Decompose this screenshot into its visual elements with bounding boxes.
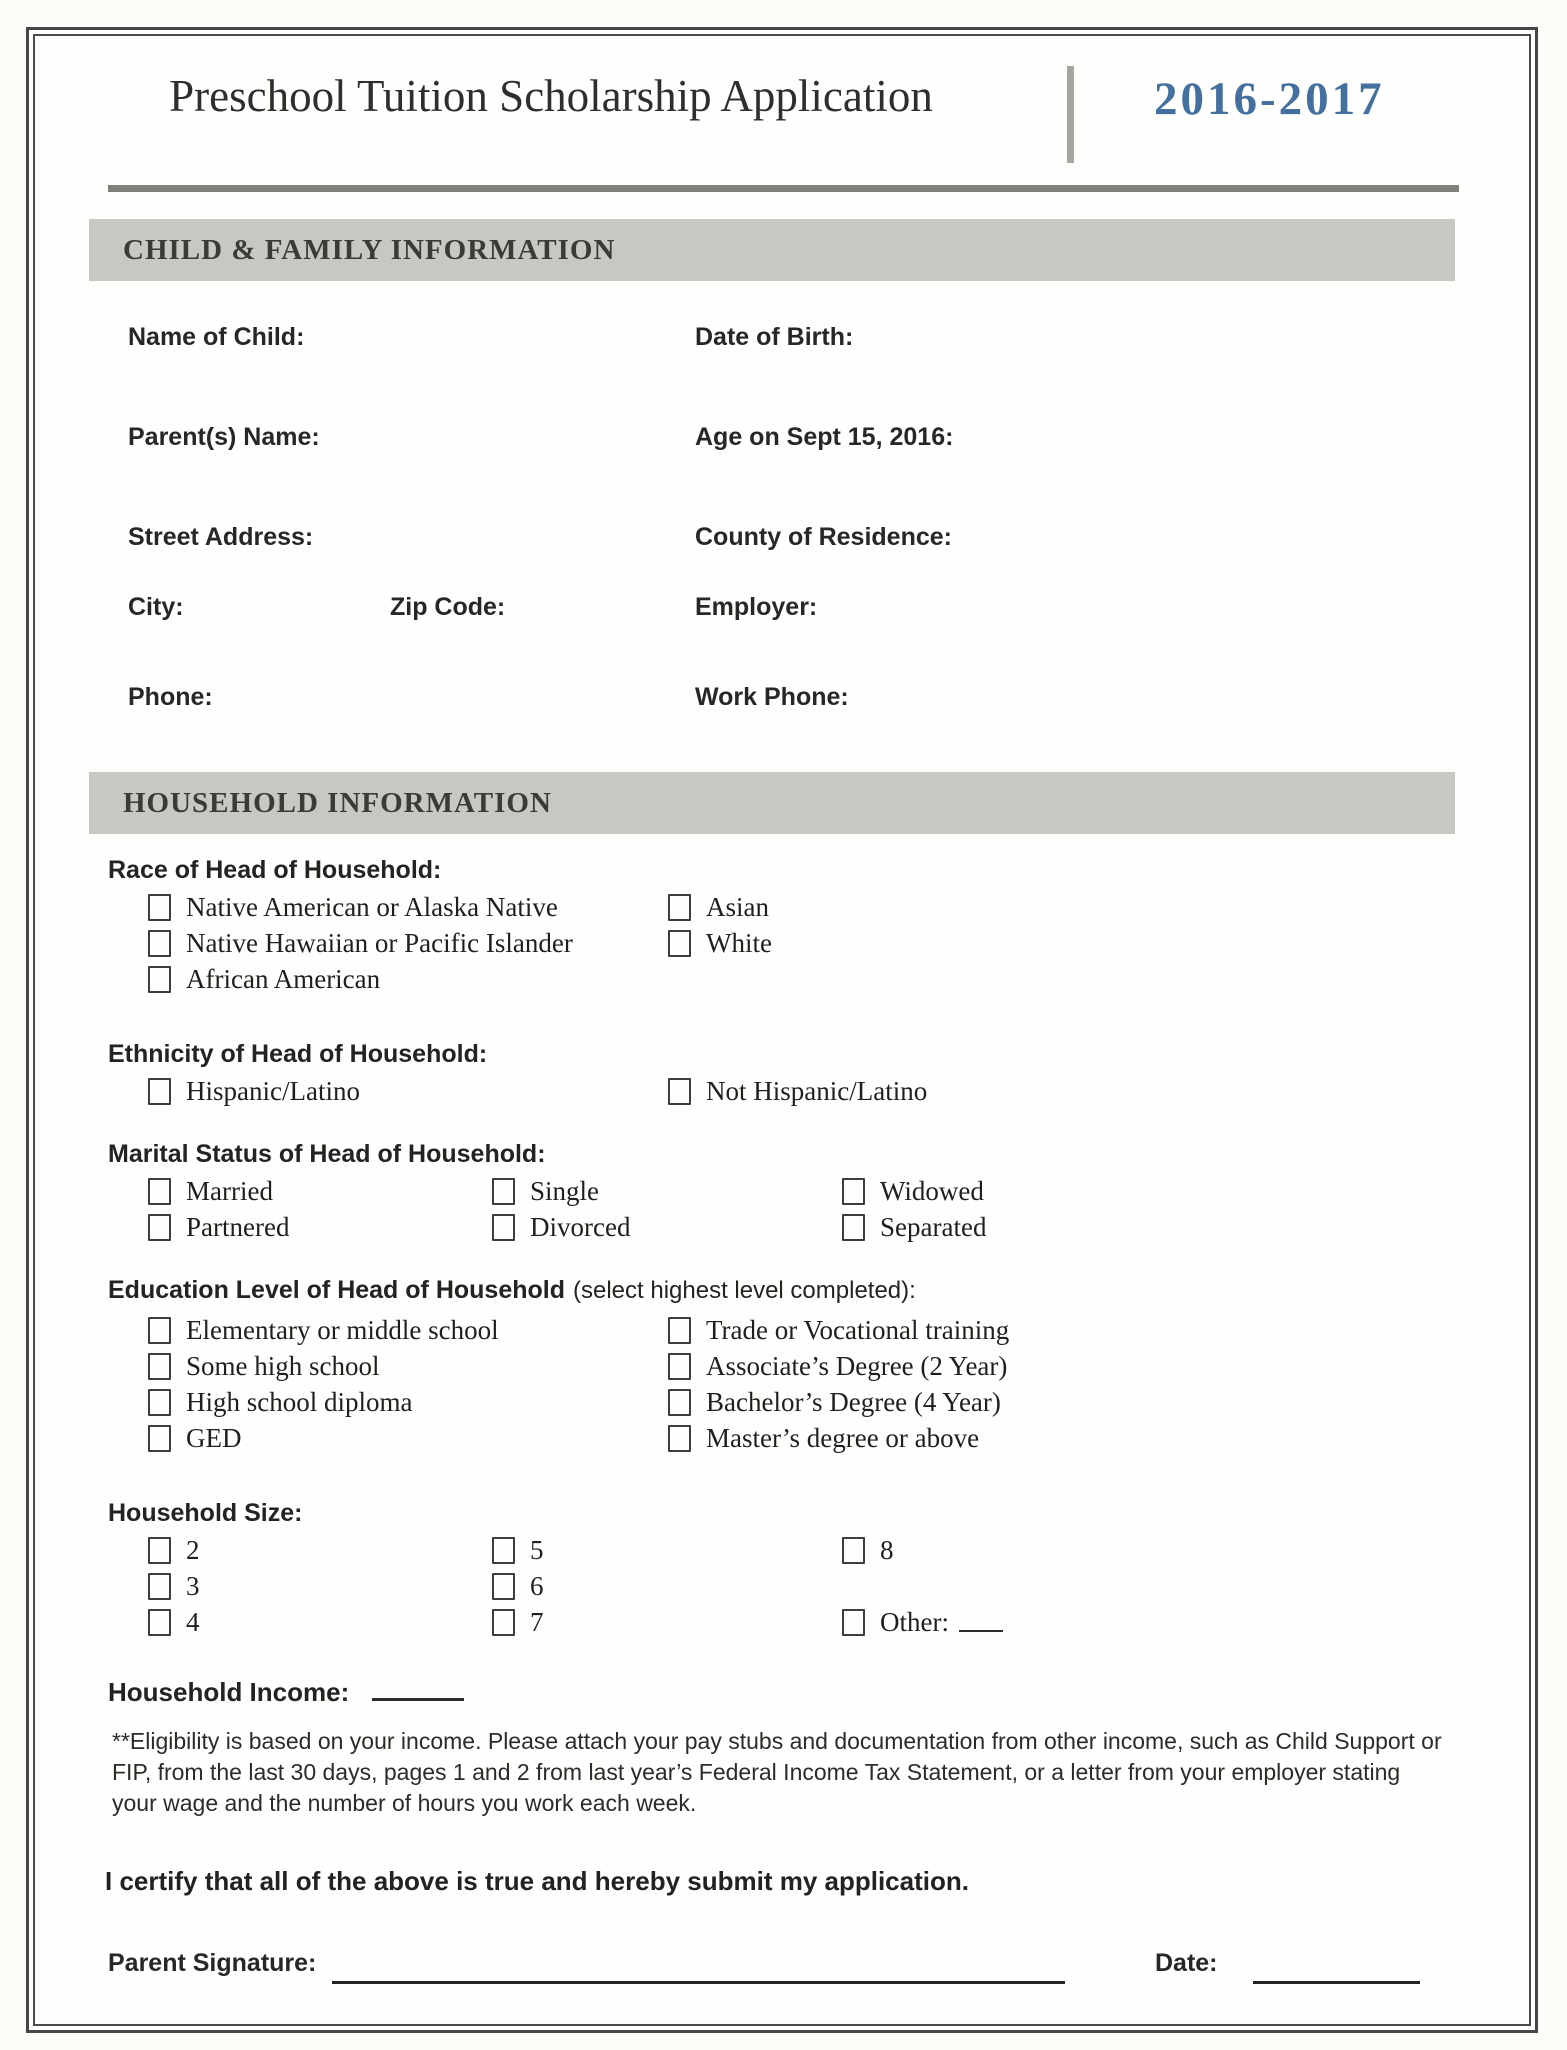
name-of-child-label: Name of Child: xyxy=(128,323,305,351)
checkbox-label: 5 xyxy=(530,1534,544,1565)
size-option-5 xyxy=(492,1532,544,1568)
form-header xyxy=(35,56,1529,163)
education-option-elementary xyxy=(148,1312,499,1348)
checkbox[interactable] xyxy=(668,1353,691,1380)
child-family-fields xyxy=(35,281,1529,772)
date-line[interactable] xyxy=(1253,1949,1420,1984)
checkbox[interactable] xyxy=(148,894,171,921)
checkbox-label: 4 xyxy=(186,1606,200,1637)
checkbox[interactable] xyxy=(148,1537,171,1564)
race-col2 xyxy=(668,889,772,961)
household-size-label: Household Size: xyxy=(108,1499,303,1527)
education-option-hs-diploma xyxy=(148,1384,499,1420)
checkbox[interactable] xyxy=(842,1609,865,1636)
county-of-residence-label: County of Residence: xyxy=(695,523,952,551)
checkbox-label: Not Hispanic/Latino xyxy=(706,1075,928,1106)
ethnicity-option-not-hispanic xyxy=(668,1073,927,1109)
education-options xyxy=(108,1312,1529,1456)
ethnicity-label: Ethnicity of Head of Household: xyxy=(108,1040,488,1068)
ethnicity-options xyxy=(108,1073,1529,1109)
education-option-trade xyxy=(668,1312,1009,1348)
education-label-bold: Education Level of Head of Household xyxy=(108,1276,565,1304)
section-title: CHILD & FAMILY INFORMATION xyxy=(123,233,616,266)
street-address-label: Street Address: xyxy=(128,523,314,551)
size-option-3 xyxy=(148,1568,200,1604)
size-option-8 xyxy=(842,1532,1003,1568)
checkbox[interactable] xyxy=(492,1178,515,1205)
education-col1 xyxy=(148,1312,499,1456)
field-row xyxy=(35,323,1529,357)
checkbox-label: Partnered xyxy=(186,1211,290,1242)
section-bar-child-family xyxy=(89,219,1455,281)
checkbox-label: 8 xyxy=(880,1534,894,1565)
section-bar-household xyxy=(89,772,1455,834)
checkbox[interactable] xyxy=(842,1537,865,1564)
checkbox[interactable] xyxy=(668,894,691,921)
education-option-some-high-school xyxy=(148,1348,499,1384)
marital-option-single xyxy=(492,1173,630,1209)
checkbox-label: Some high school xyxy=(186,1350,380,1381)
marital-option-married xyxy=(148,1173,289,1209)
field-row xyxy=(35,683,1529,717)
race-option-asian xyxy=(668,889,772,925)
work-phone-label: Work Phone: xyxy=(695,683,849,711)
checkbox[interactable] xyxy=(148,966,171,993)
education-col2 xyxy=(668,1312,1009,1456)
checkbox-label: Native Hawaiian or Pacific Islander xyxy=(186,927,573,958)
field-row xyxy=(35,593,1529,627)
marital-col2 xyxy=(492,1173,630,1245)
checkbox-label: Other: xyxy=(880,1606,949,1637)
checkbox-label: Associate’s Degree (2 Year) xyxy=(706,1350,1008,1381)
marital-status-label: Marital Status of Head of Household: xyxy=(108,1140,546,1168)
education-option-masters xyxy=(668,1420,1009,1456)
ethnicity-col1 xyxy=(148,1073,360,1109)
ethnicity-col2 xyxy=(668,1073,927,1109)
size-option-7 xyxy=(492,1604,544,1640)
title-underline-rule xyxy=(108,185,1459,192)
checkbox[interactable] xyxy=(148,1178,171,1205)
field-row xyxy=(35,423,1529,457)
size-option-4 xyxy=(148,1604,200,1640)
checkbox[interactable] xyxy=(148,1609,171,1636)
race-label: Race of Head of Household: xyxy=(108,856,442,884)
certification-statement: I certify that all of the above is true and hereby submit my application. xyxy=(105,1866,969,1896)
page-title: Preschool Tuition Scholarship Application xyxy=(169,71,933,121)
date-label: Date: xyxy=(1155,1949,1218,1977)
race-col1 xyxy=(148,889,573,997)
page-border-inner xyxy=(33,34,1531,2026)
checkbox-label: Native American or Alaska Native xyxy=(186,891,558,922)
checkbox[interactable] xyxy=(148,1214,171,1241)
ethnicity-option-hispanic xyxy=(148,1073,360,1109)
education-option-bachelors xyxy=(668,1384,1009,1420)
checkbox-label: Elementary or middle school xyxy=(186,1314,499,1345)
other-fill-in-line[interactable] xyxy=(959,1612,1003,1632)
checkbox-label: GED xyxy=(186,1422,242,1453)
race-option-african-american xyxy=(148,961,573,997)
checkbox[interactable] xyxy=(668,930,691,957)
checkbox-label: Single xyxy=(530,1175,600,1206)
race-option-native-american xyxy=(148,889,573,925)
checkbox-label: Widowed xyxy=(880,1175,984,1206)
age-on-sept-label: Age on Sept 15, 2016: xyxy=(695,423,954,451)
size-option-6 xyxy=(492,1568,544,1604)
checkbox-label: 7 xyxy=(530,1606,544,1637)
checkbox-label: Divorced xyxy=(530,1211,631,1242)
checkbox[interactable] xyxy=(668,1078,691,1105)
school-year: 2016-2017 xyxy=(1154,73,1385,125)
household-income-label: Household Income: xyxy=(108,1677,350,1707)
marital-option-widowed xyxy=(842,1173,986,1209)
education-option-associates xyxy=(668,1348,1009,1384)
checkbox[interactable] xyxy=(148,1389,171,1416)
marital-col1 xyxy=(148,1173,289,1245)
checkbox-label: Asian xyxy=(706,891,769,922)
checkbox-label: 6 xyxy=(530,1570,544,1601)
checkbox[interactable] xyxy=(492,1214,515,1241)
marital-col3 xyxy=(842,1173,986,1245)
checkbox[interactable] xyxy=(492,1609,515,1636)
header-divider xyxy=(1067,66,1074,163)
checkbox-label: 3 xyxy=(186,1570,200,1601)
marital-status-options xyxy=(108,1173,1529,1245)
phone-label: Phone: xyxy=(128,683,213,711)
race-options xyxy=(108,889,1529,997)
education-label-note: (select highest level completed): xyxy=(572,1277,916,1304)
checkbox-label: Separated xyxy=(880,1211,987,1242)
checkbox-label: African American xyxy=(186,963,381,994)
checkbox-label: 2 xyxy=(186,1534,200,1565)
size-col3 xyxy=(842,1532,1003,1640)
checkbox-label: White xyxy=(706,927,772,958)
employer-label: Employer: xyxy=(695,593,818,621)
checkbox[interactable] xyxy=(668,1425,691,1452)
size-option-other xyxy=(842,1604,1003,1640)
marital-option-separated xyxy=(842,1209,986,1245)
checkbox[interactable] xyxy=(148,930,171,957)
checkbox[interactable] xyxy=(668,1389,691,1416)
checkbox-label: Bachelor’s Degree (4 Year) xyxy=(706,1386,1001,1417)
checkbox[interactable] xyxy=(148,1078,171,1105)
checkbox[interactable] xyxy=(492,1537,515,1564)
checkbox-label: Married xyxy=(186,1175,273,1206)
checkbox-label: Master’s degree or above xyxy=(706,1422,980,1453)
race-option-native-hawaiian xyxy=(148,925,573,961)
zip-code-label: Zip Code: xyxy=(390,593,506,621)
size-col2 xyxy=(492,1532,544,1640)
checkbox-label: Hispanic/Latino xyxy=(186,1075,360,1106)
checkbox-label: High school diploma xyxy=(186,1386,413,1417)
section-title: HOUSEHOLD INFORMATION xyxy=(123,786,552,819)
checkbox[interactable] xyxy=(148,1573,171,1600)
size-option-2 xyxy=(148,1532,200,1568)
checkbox[interactable] xyxy=(668,1317,691,1344)
education-label xyxy=(108,1275,1529,1306)
marital-option-partnered xyxy=(148,1209,289,1245)
marital-option-divorced xyxy=(492,1209,630,1245)
checkbox[interactable] xyxy=(148,1353,171,1380)
size-col1 xyxy=(148,1532,200,1640)
checkbox[interactable] xyxy=(842,1214,865,1241)
checkbox[interactable] xyxy=(148,1317,171,1344)
checkbox-label: Trade or Vocational training xyxy=(706,1314,1010,1345)
checkbox[interactable] xyxy=(492,1573,515,1600)
income-fill-in-line[interactable] xyxy=(372,1676,464,1701)
field-row xyxy=(35,523,1529,557)
parent-signature-line[interactable] xyxy=(332,1949,1065,1984)
checkbox[interactable] xyxy=(842,1178,865,1205)
scanned-form-page xyxy=(26,27,1538,2033)
parent-signature-label: Parent Signature: xyxy=(108,1949,317,1977)
city-label: City: xyxy=(128,593,184,621)
race-option-white xyxy=(668,925,772,961)
household-income-row xyxy=(108,1676,1529,1708)
education-option-ged xyxy=(148,1420,499,1456)
eligibility-note: **Eligibility is based on your income. Please attach your pay stubs and documentation from other income, such as Child Support or FIP, from the last 30 days, pages 1 and 2 from last year’s Federal Income Tax Statement, or a letter from your employer stating your wage and the number of hours you work each week. xyxy=(112,1728,1442,1816)
checkbox[interactable] xyxy=(148,1425,171,1452)
parents-name-label: Parent(s) Name: xyxy=(128,423,320,451)
date-of-birth-label: Date of Birth: xyxy=(695,323,854,351)
household-size-options xyxy=(108,1532,1529,1640)
signature-row xyxy=(35,1949,1529,2009)
